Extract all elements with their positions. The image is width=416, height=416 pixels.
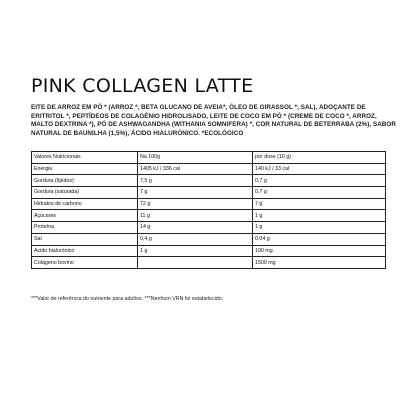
- nutrient-name: Sal: [32, 233, 138, 245]
- table-row: [32, 163, 386, 175]
- value-per-100g: [138, 257, 253, 269]
- table-row: [32, 245, 386, 257]
- nutrient-name: Colágeno bovino: [32, 257, 138, 269]
- table-row: [32, 257, 386, 269]
- value-per-dose: 0,04 g: [253, 233, 386, 245]
- value-per-100g: 11 g: [138, 210, 253, 222]
- header-per-dose: por dose (10 g): [253, 152, 386, 164]
- ingredients-text: EITE DE ARROZ EM PÓ * (ARROZ *, BETA GLUCANO DE AVEIA*, ÓLEO DE GIRASSOL *, SAL), ADOÇANTE DE ERITRITOL *, PEPTÍDEOS DE COLAGÉNIO HIDROLISADO, LEITE DE COCO EM PÓ * (CREME DE COCO *, ARROZ, MALTO DEXTRINA *), PÓ DE ASHWAGANDHA (WITHANIA SOMNIFERA) *, COR NATURAL DE BETERRABA (2%), SABOR NATURAL DE BAUNILHA (1,5%), ÁCIDO HIALURÓNICO. *ECOLÓGICO: [31, 104, 396, 137]
- table-row: [32, 210, 386, 222]
- nutrient-name: Ácido hialurónico: [32, 245, 138, 257]
- nutrient-name: Gordura (lípidos): [32, 175, 138, 187]
- nutrient-name: Hidratos de carbono: [32, 198, 138, 210]
- nutrient-name: Açúcares: [32, 210, 138, 222]
- table-row: [32, 175, 386, 187]
- value-per-dose: 1 g: [253, 210, 386, 222]
- value-per-dose: 0,7 g: [253, 175, 386, 187]
- table-row: [32, 198, 386, 210]
- header-nutrient: Valores Nutricionais: [32, 152, 138, 164]
- value-per-100g: 7 g: [138, 187, 253, 199]
- value-per-dose: 1 g: [253, 222, 386, 234]
- nutrient-name: Energia: [32, 163, 138, 175]
- value-per-dose: 1500 mg: [253, 257, 386, 269]
- nutrition-table: [31, 151, 386, 269]
- value-per-100g: 1405 kJ / 336 cal: [138, 163, 253, 175]
- value-per-100g: 1 g: [138, 245, 253, 257]
- value-per-100g: 7,5 g: [138, 175, 253, 187]
- value-per-100g: 72 g: [138, 198, 253, 210]
- product-title: PINK COLLAGEN LATTE: [31, 75, 254, 97]
- table-row: [32, 233, 386, 245]
- value-per-dose: 7 g: [253, 198, 386, 210]
- value-per-dose: 0,7 g: [253, 187, 386, 199]
- value-per-100g: 14 g: [138, 222, 253, 234]
- nutrient-name: Gordura (saturada): [32, 187, 138, 199]
- value-per-dose: 100 mg: [253, 245, 386, 257]
- table-row: [32, 222, 386, 234]
- nutrient-name: Proteína: [32, 222, 138, 234]
- table-row: [32, 187, 386, 199]
- header-per-100g: Na 100g: [138, 152, 253, 164]
- footnote: ***Valor de referência do nutriente para adultos. ***Nenhum VRN foi estabelecido.: [31, 296, 224, 302]
- table-header-row: [32, 152, 386, 164]
- value-per-100g: 0,4 g: [138, 233, 253, 245]
- value-per-dose: 140 kJ / 33 cal: [253, 163, 386, 175]
